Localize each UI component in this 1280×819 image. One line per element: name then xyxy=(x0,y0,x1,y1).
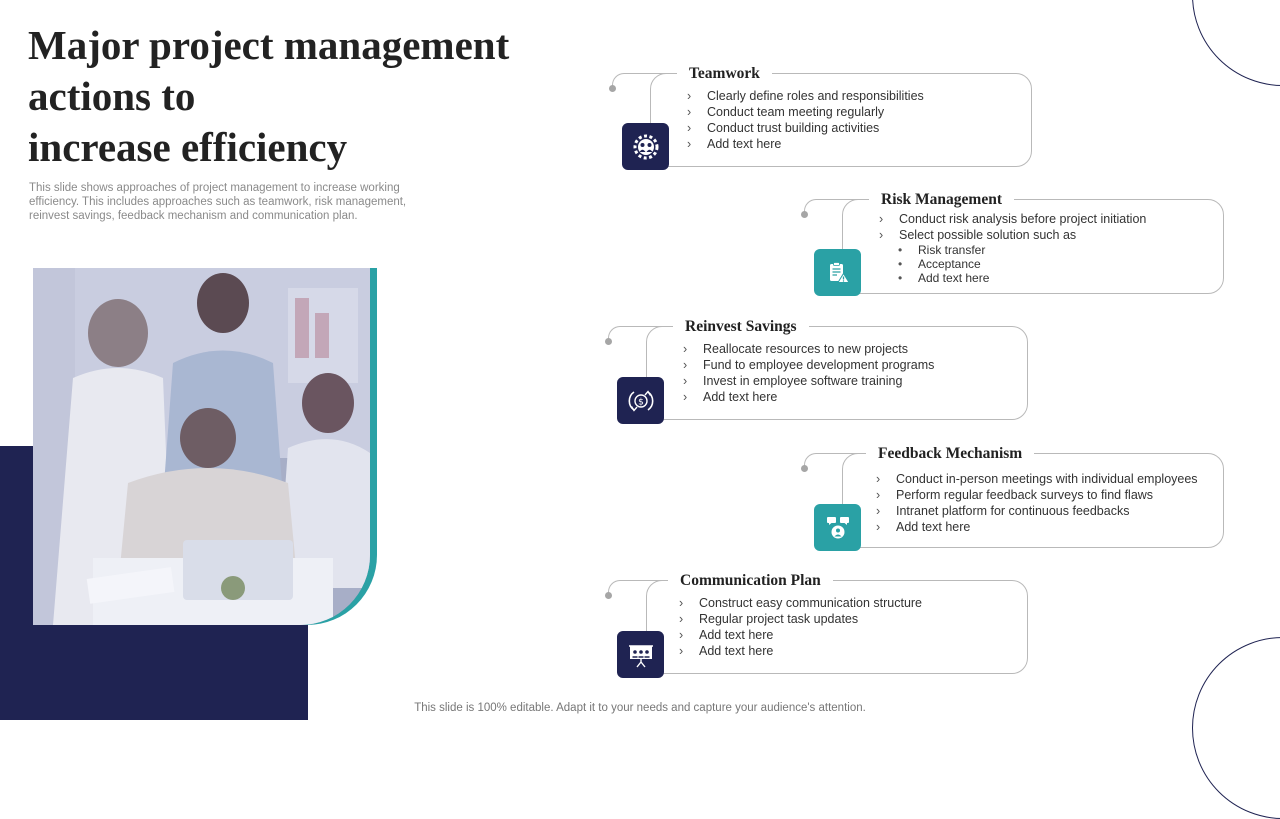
connector-dot xyxy=(609,85,616,92)
bullet-item: › Clearly define roles and responsibilities xyxy=(687,88,924,104)
gear-people-icon xyxy=(622,123,669,170)
presentation-board-icon xyxy=(617,631,664,678)
bullet-item: › Select possible solution such as xyxy=(879,227,1146,243)
title-line: actions to xyxy=(28,73,196,119)
section-card-feedback-mechanism xyxy=(842,445,1224,548)
bullet-item: › Add text here xyxy=(679,627,922,643)
team-photo xyxy=(33,268,370,625)
section-title: Teamwork xyxy=(677,64,772,84)
clipboard-warning-icon xyxy=(814,249,861,296)
connector-dot xyxy=(801,465,808,472)
connector-dot xyxy=(605,592,612,599)
connector-dot xyxy=(801,211,808,218)
bullet-item: › Fund to employee development programs xyxy=(683,357,934,373)
feedback-chat-icon xyxy=(814,504,861,551)
bullet-item: › Intranet platform for continuous feedbacks xyxy=(876,503,1198,519)
section-title: Reinvest Savings xyxy=(673,317,809,337)
bullet-list xyxy=(876,471,1198,535)
slide-subtitle: This slide shows approaches of project management to increase working efficiency. This includes approaches such as teamwork, risk management, reinvest savings, feedback mechanism and communication plan. xyxy=(29,182,407,222)
section-title: Feedback Mechanism xyxy=(866,444,1034,464)
bullet-item: › Perform regular feedback surveys to find flaws xyxy=(876,487,1198,503)
sub-bullet-item: • Risk transfer xyxy=(879,243,1146,257)
bullet-list xyxy=(683,341,934,405)
bullet-item: › Conduct trust building activities xyxy=(687,120,924,136)
team-photo-illustration xyxy=(33,268,370,625)
bullet-item: › Reallocate resources to new projects xyxy=(683,341,934,357)
bullet-list xyxy=(879,211,1146,285)
bullet-item: › Conduct risk analysis before project initiation xyxy=(879,211,1146,227)
bullet-item: › Invest in employee software training xyxy=(683,373,934,389)
bullet-list xyxy=(679,595,922,659)
bullet-list xyxy=(687,88,924,152)
title-line: Major project management xyxy=(28,22,510,68)
section-card-reinvest-savings xyxy=(646,318,1028,420)
footer-note: This slide is 100% editable. Adapt it to your needs and capture your audience's attention. xyxy=(414,702,866,714)
bullet-item: › Regular project task updates xyxy=(679,611,922,627)
slide-title xyxy=(28,20,588,173)
section-title: Risk Management xyxy=(869,190,1014,210)
bullet-item: › Add text here xyxy=(683,389,934,405)
bullet-item: › Add text here xyxy=(687,136,924,152)
decor-circle-top xyxy=(1192,0,1280,86)
bullet-item: › Conduct in-person meetings with individual employees xyxy=(876,471,1198,487)
dollar-cycle-icon xyxy=(617,377,664,424)
bullet-item: › Add text here xyxy=(876,519,1198,535)
title-line: increase efficiency xyxy=(28,124,348,170)
section-card-communication-plan xyxy=(646,572,1028,674)
sub-bullet-item: • Add text here xyxy=(879,271,1146,285)
section-title: Communication Plan xyxy=(668,571,833,591)
connector-dot xyxy=(605,338,612,345)
bullet-item: › Conduct team meeting regularly xyxy=(687,104,924,120)
section-card-risk-management xyxy=(842,191,1224,294)
sub-bullet-item: • Acceptance xyxy=(879,257,1146,271)
section-card-teamwork xyxy=(650,65,1032,167)
svg-text:$: $ xyxy=(637,397,644,407)
bullet-item: › Construct easy communication structure xyxy=(679,595,922,611)
bullet-item: › Add text here xyxy=(679,643,922,659)
decor-circle-bottom xyxy=(1192,637,1280,819)
